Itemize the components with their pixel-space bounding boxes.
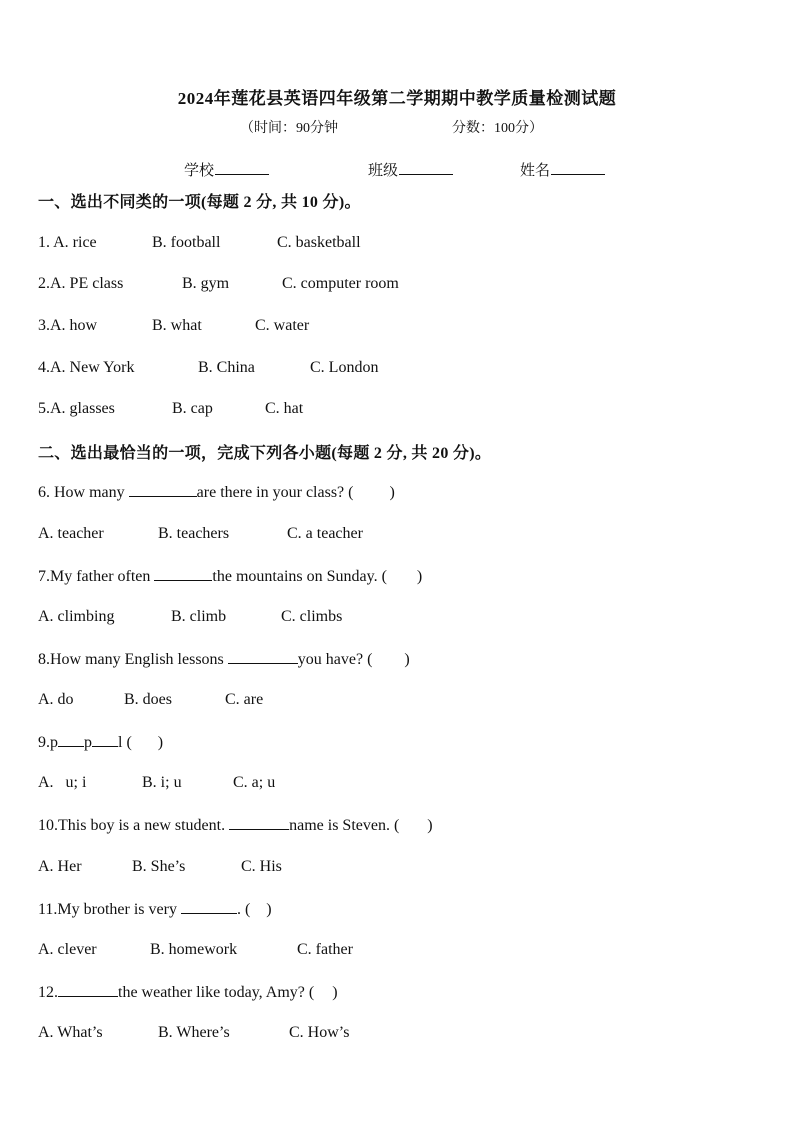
q5-option-b: B. cap: [172, 400, 213, 417]
class-field: [368, 159, 453, 180]
class-label: 班级: [368, 163, 399, 179]
q8-stem-start: 8.How many English lessons: [38, 651, 228, 668]
q11-blank[interactable]: [181, 898, 237, 914]
q2-option-a: 2.A. PE class: [38, 275, 124, 292]
q8-paren-close: ): [404, 651, 410, 668]
school-blank[interactable]: [215, 160, 269, 175]
q10-option-c: C. His: [241, 858, 282, 875]
q9-option-a: A. u; i: [38, 774, 87, 791]
q9-stem-part3: l (: [118, 734, 132, 751]
q10-option-b: B. She’s: [132, 858, 186, 875]
q8-option-a: A. do: [38, 691, 74, 708]
q11-stem-end: . (: [236, 901, 251, 918]
q12-option-c: C. How’s: [289, 1024, 350, 1041]
q6-option-c: C. a teacher: [287, 525, 363, 542]
q10-blank[interactable]: [229, 814, 289, 830]
q5-option-a: 5.A. glasses: [38, 400, 115, 417]
q11-option-b: B. homework: [150, 941, 238, 958]
q6-option-a: A. teacher: [38, 525, 104, 542]
q12-option-a: A. What’s: [38, 1024, 103, 1041]
q8-option-c: C. are: [225, 691, 264, 708]
question-8: [38, 648, 410, 670]
q12-option-b: B. Where’s: [158, 1024, 230, 1041]
q9-option-c: C. a; u: [233, 774, 276, 791]
q11-option-a: A. clever: [38, 941, 97, 958]
q7-option-b: B. climb: [171, 608, 227, 625]
q10-stem-start: 10.This boy is a new student.: [38, 817, 230, 834]
school-field: [184, 159, 269, 180]
q1-option-b: B. football: [152, 234, 221, 251]
q9-blank-2[interactable]: [92, 731, 118, 747]
q8-option-b: B. does: [124, 691, 172, 708]
q9-blank-1[interactable]: [58, 731, 84, 747]
q2-option-b: B. gym: [182, 275, 230, 292]
q2-option-c: C. computer room: [282, 275, 399, 292]
question-9: [38, 731, 163, 753]
q6-paren-close: ): [389, 484, 395, 501]
q8-stem-end: you have? (: [297, 651, 373, 668]
question-10: [38, 814, 433, 836]
q7-stem-start: 7.My father often: [38, 568, 155, 585]
q6-stem-start: 6. How many: [38, 484, 129, 501]
q3-option-c: C. water: [255, 317, 310, 334]
q4-option-c: C. London: [310, 359, 379, 376]
question-7: [38, 565, 422, 587]
question-6: [38, 481, 395, 503]
school-label: 学校: [184, 163, 215, 179]
q4-option-b: B. China: [198, 359, 255, 376]
exam-title: 2024年莲花县英语四年级第二学期期中教学质量检测试题: [177, 89, 617, 108]
q12-blank[interactable]: [58, 981, 118, 997]
exam-time: （时间：90分钟: [240, 121, 338, 136]
q3-option-b: B. what: [152, 317, 202, 334]
q11-paren-close: ): [266, 901, 272, 918]
name-label: 姓名: [520, 163, 551, 179]
q1-option-c: C. basketball: [277, 234, 361, 251]
q9-stem-part1: 9.p: [38, 734, 58, 751]
question-11: [38, 898, 272, 920]
name-blank[interactable]: [551, 160, 605, 175]
q10-option-a: A. Her: [38, 858, 82, 875]
q12-stem-end: the weather like today, Amy? (: [118, 984, 315, 1001]
name-field: [520, 159, 605, 180]
q7-option-c: C. climbs: [281, 608, 343, 625]
q9-paren-close: ): [157, 734, 164, 751]
q5-option-c: C. hat: [265, 400, 304, 417]
q7-paren-close: ): [416, 568, 423, 585]
q11-stem-start: 11.My brother is very: [38, 901, 181, 918]
q6-blank[interactable]: [129, 481, 197, 497]
q8-blank[interactable]: [228, 648, 298, 664]
section1-heading: 一、选出不同类的一项(每题 2 分, 共 10 分)。: [38, 194, 361, 211]
q7-blank[interactable]: [154, 565, 212, 581]
q12-paren-close: ): [332, 984, 338, 1001]
class-blank[interactable]: [399, 160, 453, 175]
q9-stem-part2: p: [84, 734, 92, 751]
section2-heading: 二、选出最恰当的一项，完成下列各小题(每题 2 分, 共 20 分)。: [38, 445, 492, 462]
q9-option-b: B. i; u: [142, 774, 182, 791]
q6-stem-end: are there in your class? (: [196, 484, 354, 501]
q3-option-a: 3.A. how: [38, 317, 98, 334]
q12-stem-start: 12.: [38, 984, 58, 1001]
question-12: [38, 981, 338, 1003]
q4-option-a: 4.A. New York: [38, 359, 135, 376]
q1-option-a: 1. A. rice: [38, 234, 97, 251]
q10-paren-close: ): [427, 817, 433, 834]
q7-stem-end: the mountains on Sunday. (: [212, 568, 387, 585]
q11-option-c: C. father: [297, 941, 353, 958]
exam-score: 分数：100分）: [452, 121, 543, 136]
q10-stem-end: name is Steven. (: [289, 817, 400, 834]
q7-option-a: A. climbing: [38, 608, 115, 625]
q6-option-b: B. teachers: [158, 525, 230, 542]
